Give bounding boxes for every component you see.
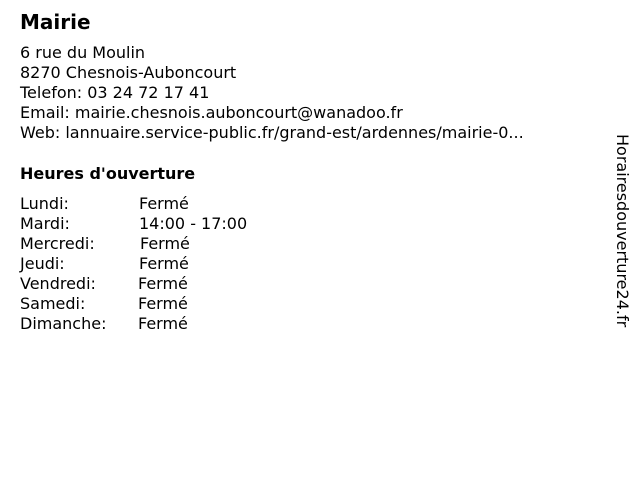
day-label: Samedi:	[20, 294, 86, 313]
day-label: Mardi:	[20, 214, 70, 233]
day-label: Dimanche:	[20, 314, 107, 333]
day-hours: Fermé	[139, 254, 189, 273]
day-label: Mercredi:	[20, 234, 95, 253]
email-address: Email: mairie.chesnois.auboncourt@wanadoo.fr	[20, 103, 403, 122]
day-hours: 14:00 - 17:00	[139, 214, 248, 233]
phone-number: Telefon: 03 24 72 17 41	[20, 83, 210, 102]
day-hours: Fermé	[139, 194, 189, 213]
street-address: 6 rue du Moulin	[20, 43, 146, 62]
day-hours: Fermé	[138, 314, 188, 333]
day-label: Jeudi:	[20, 254, 65, 273]
page-title: Mairie	[20, 10, 91, 34]
opening-hours-heading: Heures d'ouverture	[20, 164, 196, 183]
day-hours: Fermé	[138, 294, 188, 313]
day-label: Vendredi:	[20, 274, 96, 293]
day-hours: Fermé	[140, 234, 190, 253]
city-address: 8270 Chesnois-Auboncourt	[20, 63, 237, 82]
day-label: Lundi:	[20, 194, 69, 213]
day-hours: Fermé	[138, 274, 188, 293]
website-link[interactable]: Web: lannuaire.service-public.fr/grand-est/ardennes/mairie-0...	[20, 123, 524, 142]
site-watermark: Horairesdouverture24.fr	[613, 134, 632, 328]
address-block	[20, 43, 524, 143]
